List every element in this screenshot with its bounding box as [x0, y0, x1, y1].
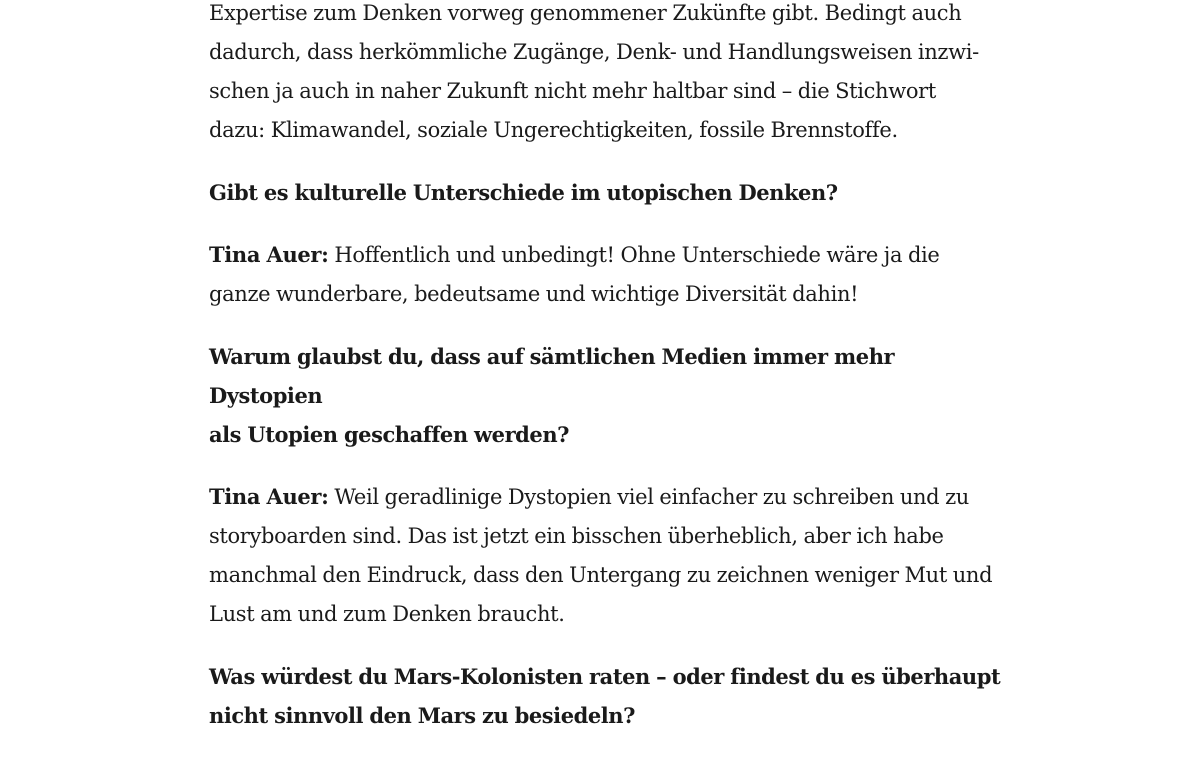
question-2-line-1: Warum glaubst du, dass auf sämtlichen Medien immer mehr Dystopien	[209, 344, 895, 408]
intro-paragraph	[209, 0, 1009, 150]
answer-1-speaker: Tina Auer:	[209, 242, 329, 267]
question-3-line-1: Was würdest du Mars-Kolonisten raten – oder findest du es überhaupt	[209, 664, 1001, 689]
question-1-text: Gibt es kulturelle Unterschiede im utopischen Denken?	[209, 180, 838, 205]
answer-2-line-2: storyboarden sind. Das ist jetzt ein bisschen überheblich, aber ich habe	[209, 524, 944, 548]
intro-line-4: dazu: Klimawandel, soziale Ungerechtigkeiten, fossile Brennstoffe.	[209, 118, 898, 142]
intro-line-1: Expertise zum Denken vorweg genommener Zukünfte gibt. Bedingt auch	[209, 1, 962, 25]
question-3	[209, 657, 1009, 735]
answer-2-line-1: Weil geradlinige Dystopien viel einfacher zu schreiben und zu	[328, 485, 969, 509]
answer-2-line-4: Lust am und zum Denken braucht.	[209, 602, 565, 626]
answer-1	[209, 235, 1009, 314]
question-2	[209, 337, 1009, 454]
answer-2-speaker: Tina Auer:	[209, 484, 329, 509]
question-1	[209, 173, 1009, 212]
answer-1-line-1: Hoffentlich und unbedingt! Ohne Unterschiede wäre ja die	[328, 243, 940, 267]
answer-2-line-3: manchmal den Eindruck, dass den Untergang zu zeichnen weniger Mut und	[209, 563, 993, 587]
intro-line-2: dadurch, dass herkömmliche Zugänge, Denk- und Handlungsweisen inzwi-	[209, 40, 979, 64]
article-body	[209, 0, 1009, 758]
intro-line-3: schen ja auch in naher Zukunft nicht mehr haltbar sind – die Stichwort	[209, 79, 936, 103]
answer-2	[209, 477, 1009, 634]
question-3-line-2: nicht sinnvoll den Mars zu besiedeln?	[209, 703, 635, 728]
answer-1-line-2: ganze wunderbare, bedeutsame und wichtige Diversität dahin!	[209, 282, 859, 306]
question-2-line-2: als Utopien geschaffen werden?	[209, 422, 569, 447]
